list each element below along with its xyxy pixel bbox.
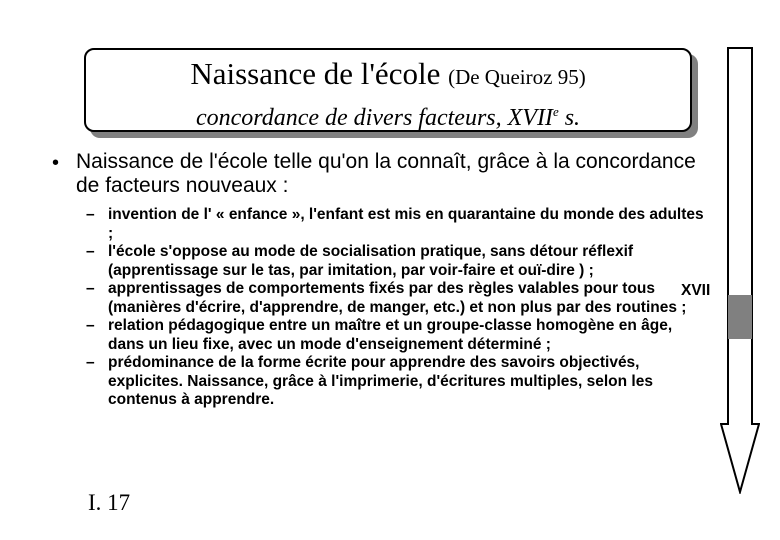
timeline-marker — [728, 295, 752, 339]
title-main: Naissance de l'école — [190, 56, 441, 91]
list-item-text: relation pédagogique entre un maître et un groupe-classe homogène en âge, dans un lieu fixe, avec un mode d'enseignement déterminé ; — [108, 317, 673, 353]
list-item-text: apprentissages de comportements fixés par des règles valables pour tous (manières d'écrire, d'apprendre, de manger, etc.) et non plus par des routines ; — [108, 280, 687, 316]
subtitle-end: s. — [558, 105, 581, 131]
timeline-arrow-outline — [721, 48, 759, 492]
list-item-text: l'école s'oppose au mode de socialisation pratique, sans détour réflexif (apprentissage sur le tas, par imitation, par voir-faire et ouï-dire ) ; — [108, 243, 634, 279]
timeline-marker-label: XVII — [681, 282, 711, 299]
subtitle-text: concordance de divers facteurs, XVII — [195, 105, 553, 131]
list-item — [86, 206, 706, 243]
dash-icon: – — [86, 206, 95, 223]
list-item-text: invention de l' « enfance », l'enfant est mis en quarantaine du monde des adultes ; — [108, 206, 704, 242]
title-box — [84, 48, 692, 132]
page-label: I. 17 — [88, 490, 131, 515]
subtitle-sup: e — [552, 104, 559, 119]
dash-icon: – — [86, 243, 95, 260]
slide-title — [86, 56, 690, 92]
list-item — [86, 243, 706, 280]
list-item-text: prédominance de la forme écrite pour apprendre des savoirs objectivés, explicites. Naissance, grâce à l'imprimerie, d'écritures multiples, selon les contenus à apprendre. — [108, 354, 653, 408]
bullet-icon: • — [52, 152, 60, 174]
list-item — [86, 317, 706, 354]
slide-subtitle — [86, 104, 690, 132]
title-source: (De Queiroz 95) — [448, 65, 586, 89]
sub-item-list — [86, 206, 706, 410]
dash-icon: – — [86, 280, 95, 297]
list-item — [86, 354, 706, 410]
timeline-arrow — [720, 46, 760, 494]
dash-icon: – — [86, 354, 95, 371]
main-point: Naissance de l'école telle qu'on la connaît, grâce à la concordance de facteurs nouveaux : — [76, 150, 696, 197]
dash-icon: – — [86, 317, 95, 334]
list-item — [86, 280, 706, 317]
